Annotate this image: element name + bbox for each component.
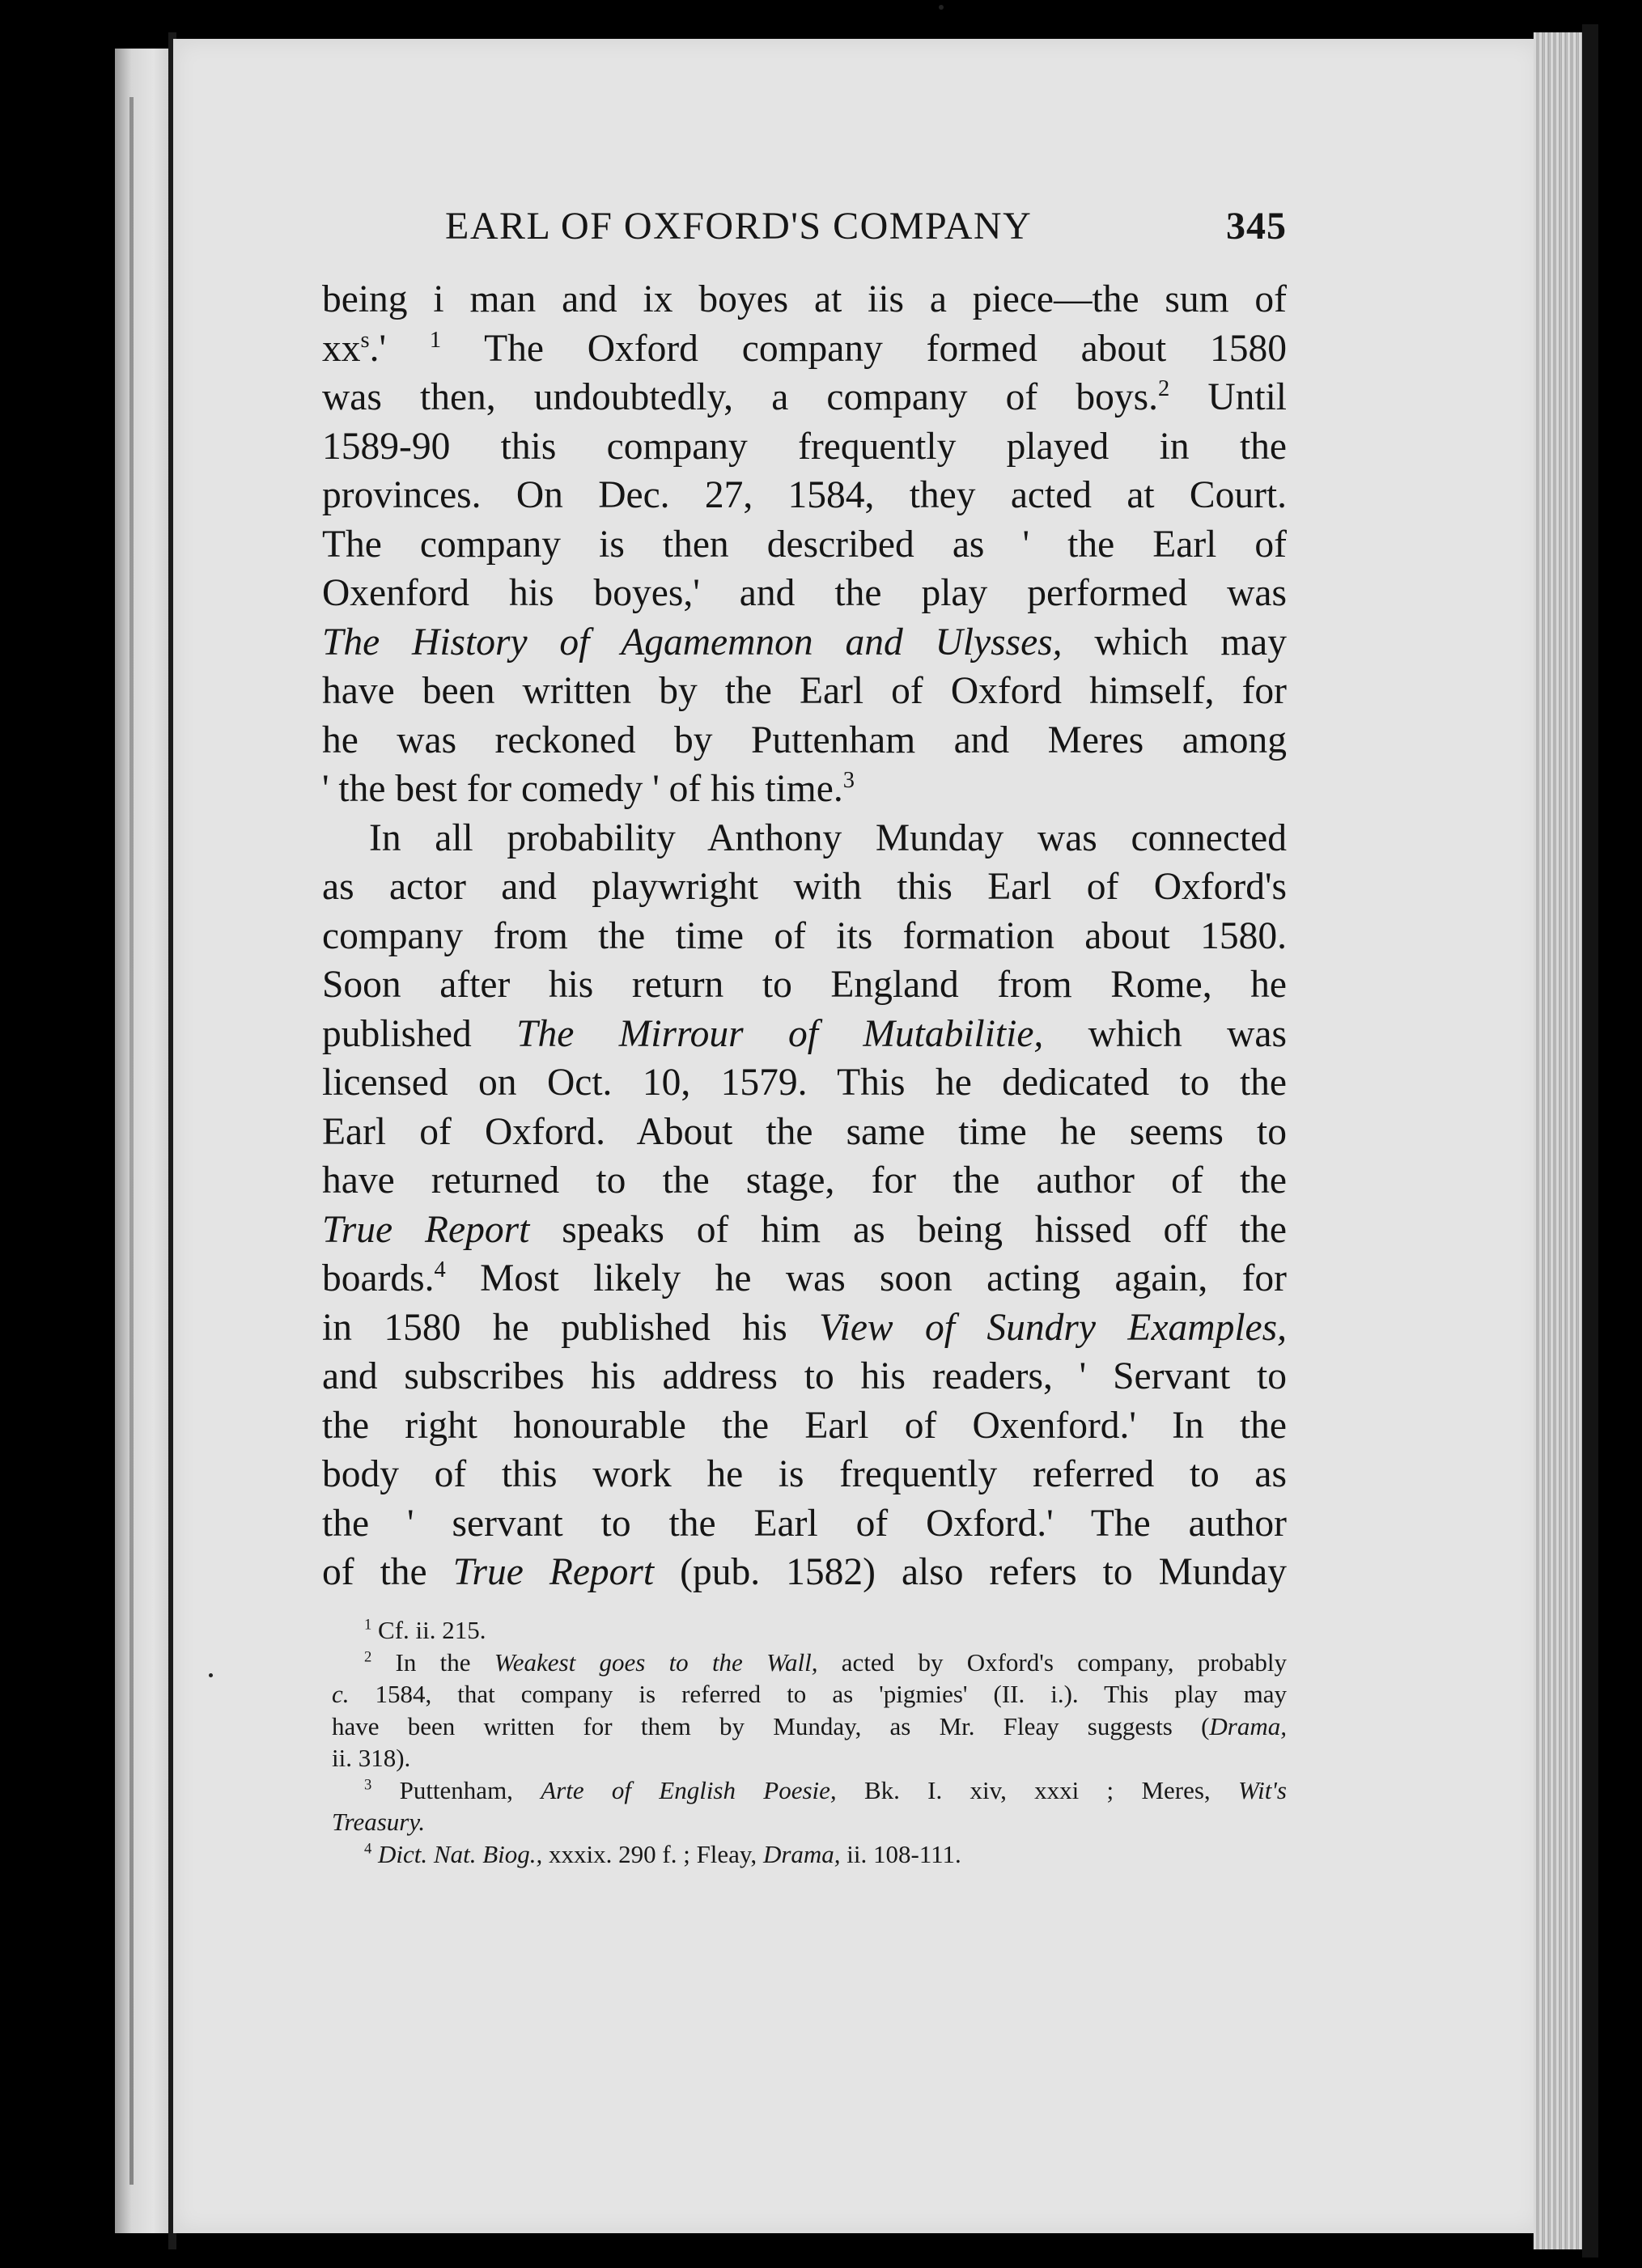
italic-text: True Report	[452, 1551, 655, 1593]
body-line	[322, 520, 1287, 570]
footnote-line	[332, 1838, 1287, 1871]
italic-text: Drama,	[1209, 1711, 1287, 1740]
running-head-title: EARL OF OXFORD'S COMPANY	[445, 205, 1033, 248]
text-run: speaks of him as being hissed off the	[529, 1208, 1287, 1251]
text-run: xxxix. 290 f. ; Fleay,	[542, 1839, 763, 1868]
text-run: published	[322, 1012, 517, 1055]
footnote-reference: 3	[364, 1776, 372, 1794]
page-block-edge	[1534, 32, 1586, 2249]
body-line	[322, 912, 1287, 961]
italic-text: Weakest goes to the Wall,	[494, 1647, 818, 1677]
page-number: 345	[1226, 205, 1287, 248]
footnote-line	[332, 1806, 1287, 1838]
italic-text: The Mirrour of Mutabilitie,	[516, 1012, 1044, 1055]
body-line	[322, 1401, 1287, 1451]
text-run: Most likely he was soon acting again, for	[445, 1257, 1287, 1299]
text-run: the ' servant to the Earl of Oxford.' The author	[322, 1502, 1287, 1545]
footnote-reference: s	[360, 327, 370, 353]
text-run: have been written for them by Munday, as Mr. Fleay suggests (	[332, 1711, 1210, 1740]
text-run: Bk. I. xiv, xxxi ; Meres,	[836, 1775, 1238, 1804]
footnote-line	[332, 1647, 1287, 1679]
text-run: Soon after his return to England from Rome, he	[322, 964, 1287, 1006]
page-edge-shadow	[1582, 24, 1598, 2257]
footnote-reference: 4	[434, 1257, 446, 1283]
scan-speck	[939, 5, 944, 10]
italic-text: Wit's	[1237, 1775, 1288, 1804]
body-text	[322, 275, 1287, 1597]
text-run: ii. 318).	[332, 1744, 411, 1772]
text-run: (pub. 1582) also refers to Munday	[654, 1551, 1287, 1593]
footnote-line	[332, 1711, 1287, 1743]
footnote-reference: 2	[364, 1648, 372, 1666]
text-run: body of this work he is frequently referred to as	[322, 1453, 1287, 1495]
text-run: The Oxford company formed about 1580	[441, 327, 1287, 370]
footnote-reference: 4	[364, 1840, 372, 1858]
text-run: have been written by the Earl of Oxford himself, for	[322, 670, 1287, 712]
text-run: being i man and ix boyes at iis a piece—the sum of	[322, 278, 1287, 320]
text-run: boards.	[322, 1257, 435, 1299]
text-run: have returned to the stage, for the author of the	[322, 1159, 1287, 1202]
italic-text: Dict. Nat. Biog.,	[378, 1839, 543, 1868]
italic-text: Treasury.	[332, 1808, 426, 1836]
footnote-reference: 3	[842, 768, 855, 794]
footnote-reference: 1	[429, 327, 442, 353]
body-line	[322, 1108, 1287, 1157]
body-line	[322, 765, 1287, 814]
body-line	[322, 1352, 1287, 1401]
text-run: Cf. ii. 215.	[371, 1616, 486, 1644]
italic-text: Arte of English Poesie,	[541, 1775, 837, 1804]
footnote-line	[332, 1614, 1287, 1647]
body-line	[322, 1156, 1287, 1206]
text-run: acted by Oxford's company, probably	[817, 1647, 1287, 1677]
text-run: and subscribes his address to his readers, ' Servant to	[322, 1355, 1287, 1397]
italic-text: c.	[332, 1680, 350, 1708]
text-run: xx	[322, 327, 361, 370]
body-line	[322, 324, 1287, 374]
body-line	[322, 373, 1287, 422]
text-run: Oxenford his boyes,' and the play performed was	[322, 572, 1287, 614]
text-run: of the	[322, 1551, 453, 1593]
body-line	[322, 1450, 1287, 1499]
italic-text: The History of Agamemnon and Ulysses,	[322, 621, 1063, 663]
text-run: licensed on Oct. 10, 1579. This he dedicated to the	[322, 1062, 1287, 1104]
text-run: in 1580 he published his	[322, 1306, 820, 1349]
body-line	[322, 1304, 1287, 1353]
italic-text: Drama,	[762, 1839, 841, 1868]
footnote-line	[332, 1774, 1287, 1807]
text-run: .'	[369, 327, 430, 370]
text-run: Until	[1169, 376, 1287, 418]
facing-page-margin-rule	[129, 97, 134, 2185]
text-run: Earl of Oxford. About the same time he seems to	[322, 1110, 1287, 1153]
footnote-reference: 1	[364, 1616, 372, 1634]
facing-page-edge	[115, 49, 170, 2233]
text-run: as actor and playwright with this Earl of Oxford's	[322, 866, 1287, 908]
body-line	[322, 1206, 1287, 1255]
scan-speck	[209, 1673, 213, 1677]
text-run: 1584, that company is referred to as 'pigmies' (II. i.). This play may	[349, 1680, 1287, 1708]
body-line	[322, 275, 1287, 324]
body-line	[322, 1499, 1287, 1549]
text-run: provinces. On Dec. 27, 1584, they acted at Court.	[322, 474, 1287, 516]
body-line	[322, 667, 1287, 716]
text-run: In the	[371, 1647, 494, 1677]
footnote-reference: 2	[1157, 376, 1170, 402]
body-line	[322, 863, 1287, 912]
body-line	[322, 960, 1287, 1010]
text-run: In all probability Anthony Munday was connected	[369, 816, 1287, 859]
body-line	[322, 1548, 1287, 1597]
text-run: which was	[1043, 1012, 1287, 1055]
text-run: which may	[1062, 621, 1287, 663]
body-line	[322, 618, 1287, 668]
body-line	[322, 422, 1287, 472]
text-run	[371, 1840, 378, 1868]
body-line	[322, 1254, 1287, 1304]
body-line	[322, 814, 1287, 863]
text-run: The company is then described as ' the Earl of	[322, 523, 1287, 566]
body-line	[322, 716, 1287, 765]
text-run: was then, undoubtedly, a company of boys.	[322, 376, 1158, 418]
footnote-line	[332, 1742, 1287, 1774]
text-run: he was reckoned by Puttenham and Meres among	[322, 719, 1287, 761]
italic-text: View of Sundry Examples,	[819, 1306, 1287, 1349]
italic-text: True Report	[322, 1208, 530, 1251]
text-run: 1589-90 this company frequently played in the	[322, 425, 1287, 468]
text-run: the right honourable the Earl of Oxenford.' In the	[322, 1404, 1287, 1447]
text-run: Puttenham,	[371, 1775, 541, 1804]
text-run: ' the best for comedy ' of his time.	[322, 768, 843, 810]
body-line	[322, 1010, 1287, 1059]
running-head	[445, 204, 1287, 261]
text-run: company from the time of its formation about 1580.	[322, 914, 1287, 957]
body-line	[322, 1058, 1287, 1108]
body-line	[322, 569, 1287, 618]
footnote-line	[332, 1678, 1287, 1711]
text-run: ii. 108-111.	[840, 1839, 961, 1868]
footnotes	[332, 1614, 1287, 1870]
body-line	[322, 471, 1287, 520]
